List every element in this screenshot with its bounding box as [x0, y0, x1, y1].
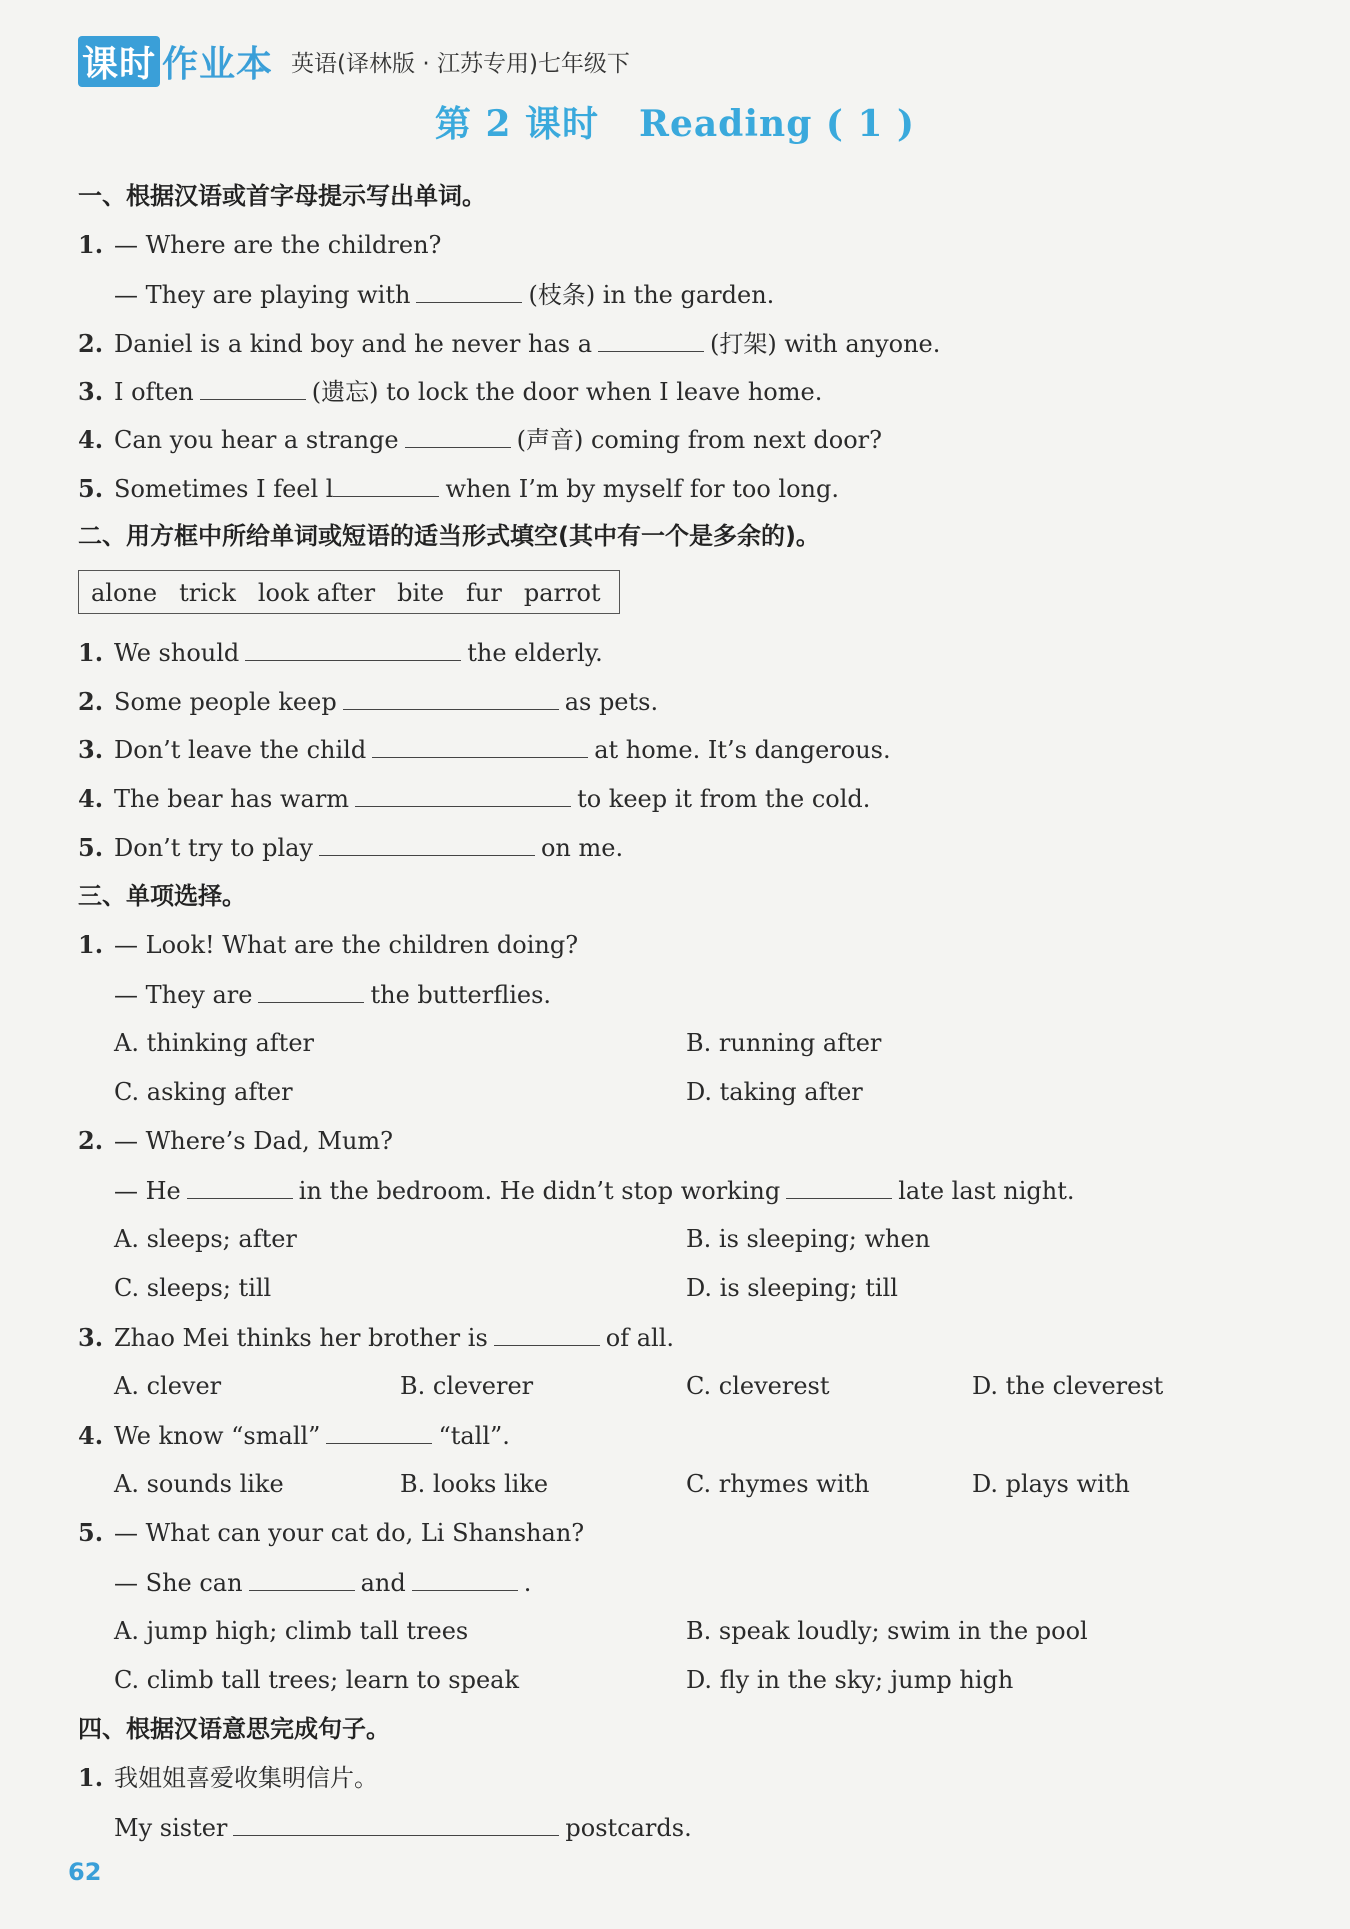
option-d[interactable]: D. plays with: [972, 1470, 1130, 1498]
q-text: Don’t try to play: [114, 834, 313, 862]
brand-logo: [78, 36, 273, 87]
answer-blank[interactable]: [258, 978, 364, 1003]
q-number: 2.: [78, 329, 104, 358]
q-text: — Look! What are the children doing?: [114, 931, 579, 959]
q-number: 1.: [78, 1763, 104, 1792]
q-text: “tall”.: [438, 1422, 510, 1450]
q-text: (打架) with anyone.: [710, 330, 941, 358]
option-c[interactable]: C. asking after: [114, 1078, 293, 1106]
answer-blank[interactable]: [233, 1811, 559, 1836]
p2-q2: [78, 685, 658, 718]
q-text: and: [360, 1569, 406, 1597]
q-text: Zhao Mei thinks her brother is: [114, 1324, 488, 1352]
p3-q2-line1: [78, 1125, 393, 1157]
section-2-heading: 二、用方框中所给单词或短语的适当形式填空(其中有一个是多余的)。: [78, 522, 820, 550]
q-text: — Where’s Dad, Mum?: [114, 1127, 394, 1155]
q-text: We know “small”: [114, 1422, 321, 1450]
q-text: (声音) coming from next door?: [516, 426, 883, 454]
option-a[interactable]: A. jump high; climb tall trees: [114, 1617, 469, 1645]
answer-blank[interactable]: [249, 1566, 355, 1591]
option-c[interactable]: C. rhymes with: [686, 1470, 870, 1498]
option-a[interactable]: A. sleeps; after: [114, 1225, 297, 1253]
lesson-topic: Reading ( 1 ): [639, 103, 916, 145]
p3-q5-line2: [78, 1566, 531, 1599]
q-number: 5.: [78, 1518, 104, 1547]
option-b[interactable]: B. is sleeping; when: [686, 1225, 931, 1253]
p1-q3: [78, 375, 822, 408]
q-text: — They are playing with: [114, 281, 411, 309]
answer-blank[interactable]: [326, 1419, 432, 1444]
q-text: We should: [114, 639, 240, 667]
option-b[interactable]: B. speak loudly; swim in the pool: [686, 1617, 1088, 1645]
subject-label: 英语(译林版 · 江苏专用)七年级下: [291, 50, 630, 77]
q-text: at home. It’s dangerous.: [594, 736, 891, 764]
q-text: the elderly.: [467, 639, 603, 667]
p3-q2-line2: [78, 1174, 1074, 1207]
answer-blank[interactable]: [343, 685, 559, 710]
header: [78, 36, 630, 86]
word-bank-box: [78, 570, 620, 614]
word-bank-item: look after: [257, 579, 376, 607]
q-number: 1.: [78, 930, 104, 959]
q-text: in the bedroom. He didn’t stop working: [298, 1177, 781, 1205]
p3-q5-line1: [78, 1517, 584, 1549]
q-text: of all.: [605, 1324, 675, 1352]
p3-q4: [78, 1419, 510, 1452]
q-text: — He: [114, 1177, 181, 1205]
answer-blank[interactable]: [412, 1566, 518, 1591]
q-text: on me.: [540, 834, 624, 862]
p4-q1-line1: [78, 1762, 378, 1794]
q-text: I often: [114, 378, 194, 406]
answer-blank[interactable]: [200, 375, 306, 400]
q-text: Can you hear a strange: [114, 426, 399, 454]
q-text: — They are: [114, 981, 253, 1009]
p1-q4: [78, 423, 882, 456]
option-a[interactable]: A. clever: [114, 1372, 222, 1400]
answer-blank[interactable]: [416, 278, 522, 303]
q-number: 3.: [78, 1323, 104, 1352]
section-1-heading: 一、根据汉语或首字母提示写出单词。: [78, 182, 486, 210]
answer-blank[interactable]: [319, 831, 535, 856]
option-d[interactable]: D. the cleverest: [972, 1372, 1164, 1400]
p3-q1-line2: [78, 978, 551, 1011]
answer-blank[interactable]: [245, 636, 461, 661]
option-c[interactable]: C. sleeps; till: [114, 1274, 272, 1302]
p4-q1-line2: [78, 1811, 692, 1844]
q-text: .: [523, 1569, 532, 1597]
answer-blank[interactable]: [333, 472, 439, 497]
word-bank-item: bite: [397, 579, 445, 607]
p1-q1-line2: [78, 278, 774, 311]
q-text: — Where are the children?: [114, 231, 442, 259]
q-text: (枝条) in the garden.: [528, 281, 775, 309]
p2-q3: [78, 733, 891, 766]
option-a[interactable]: A. thinking after: [114, 1029, 315, 1057]
answer-blank[interactable]: [598, 327, 704, 352]
lesson-number: 第 2 课时: [434, 103, 600, 145]
word-bank-item: parrot: [523, 579, 601, 607]
q-text: Don’t leave the child: [114, 736, 367, 764]
p1-q5: [78, 472, 839, 505]
p3-q1-line1: [78, 929, 578, 961]
q-number: 3.: [78, 735, 104, 764]
section-3-heading: 三、单项选择。: [78, 882, 246, 910]
answer-blank[interactable]: [187, 1174, 293, 1199]
q-text: The bear has warm: [114, 785, 350, 813]
option-b[interactable]: B. looks like: [400, 1470, 549, 1498]
option-c[interactable]: C. cleverest: [686, 1372, 830, 1400]
page-number: 62: [68, 1858, 102, 1886]
brand-rest-text: 作业本: [162, 43, 274, 85]
q-text: postcards.: [565, 1814, 692, 1842]
brand-box-text: 课时: [78, 36, 160, 87]
q-text: Daniel is a kind boy and he never has a: [114, 330, 593, 358]
p1-q1-line1: [78, 229, 441, 261]
q-number: 4.: [78, 1421, 104, 1450]
q-text: the butterflies.: [370, 981, 552, 1009]
word-bank-item: trick: [179, 579, 236, 607]
q-number: 5.: [78, 833, 104, 862]
answer-blank[interactable]: [494, 1321, 600, 1346]
section-4-heading: 四、根据汉语意思完成句子。: [78, 1715, 390, 1743]
answer-blank[interactable]: [372, 733, 588, 758]
option-c[interactable]: C. climb tall trees; learn to speak: [114, 1666, 519, 1694]
option-b[interactable]: B. cleverer: [400, 1372, 534, 1400]
q-number: 2.: [78, 1126, 104, 1155]
answer-blank[interactable]: [355, 782, 571, 807]
q-text: — She can: [114, 1569, 243, 1597]
p2-q4: [78, 782, 870, 815]
q-number: 2.: [78, 687, 104, 716]
q-number: 4.: [78, 425, 104, 454]
q-text: Sometimes I feel l: [114, 475, 334, 503]
answer-blank[interactable]: [786, 1174, 892, 1199]
p1-q2: [78, 327, 940, 360]
q-number: 1.: [78, 230, 104, 259]
p3-q3: [78, 1321, 674, 1354]
q-text: as pets.: [564, 688, 659, 716]
q-number: 1.: [78, 638, 104, 667]
q-text: (遗忘) to lock the door when I leave home.: [311, 378, 823, 406]
lesson-title: [0, 96, 1350, 147]
p2-q5: [78, 831, 623, 864]
option-a[interactable]: A. sounds like: [114, 1470, 284, 1498]
q-text: My sister: [114, 1814, 228, 1842]
q-number: 5.: [78, 474, 104, 503]
word-bank-item: fur: [466, 579, 502, 607]
word-bank-item: alone: [91, 579, 158, 607]
q-text: 我姐姐喜爱收集明信片。: [114, 1764, 378, 1792]
q-text: — What can your cat do, Li Shanshan?: [114, 1519, 585, 1547]
answer-blank[interactable]: [405, 423, 511, 448]
option-d[interactable]: D. taking after: [686, 1078, 863, 1106]
q-number: 4.: [78, 784, 104, 813]
q-text: when I’m by myself for too long.: [445, 475, 840, 503]
q-text: to keep it from the cold.: [577, 785, 871, 813]
q-number: 3.: [78, 377, 104, 406]
q-text: late last night.: [898, 1177, 1075, 1205]
option-d[interactable]: D. is sleeping; till: [686, 1274, 898, 1302]
p2-q1: [78, 636, 603, 669]
option-d[interactable]: D. fly in the sky; jump high: [686, 1666, 1014, 1694]
option-b[interactable]: B. running after: [686, 1029, 882, 1057]
q-text: Some people keep: [114, 688, 337, 716]
